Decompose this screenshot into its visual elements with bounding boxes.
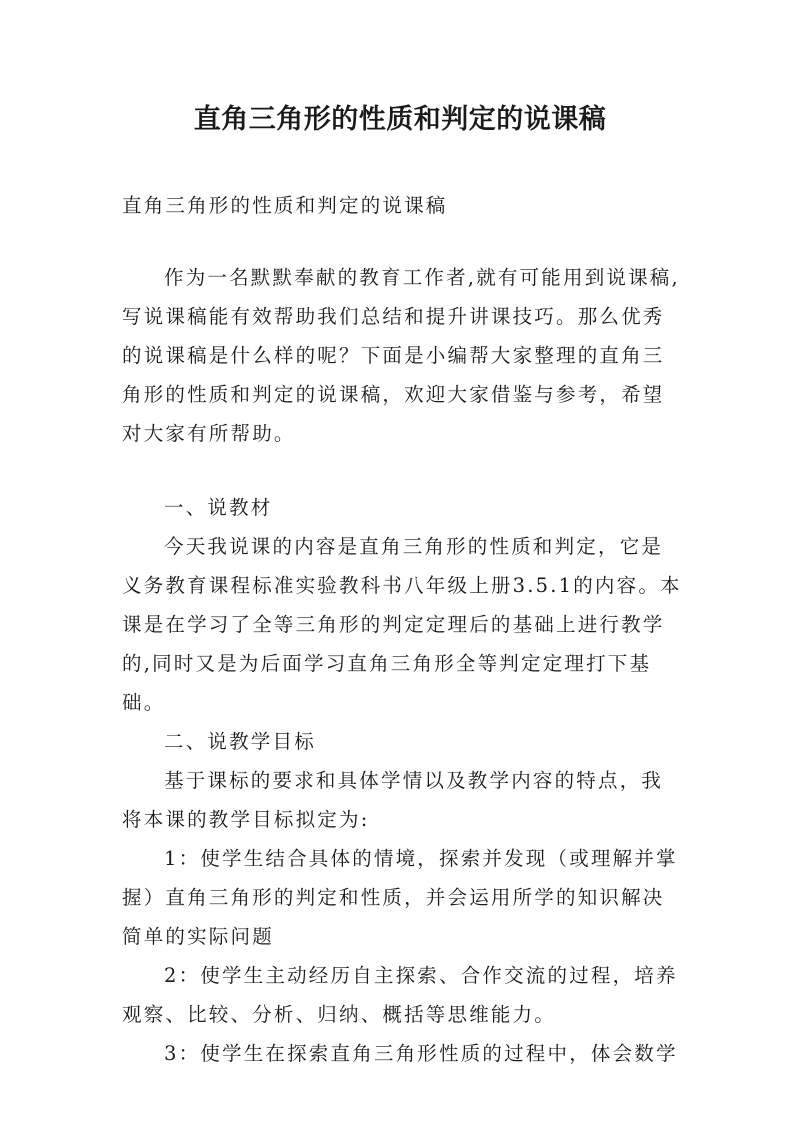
document-title: 直角三角形的性质和判定的说课稿 [193,104,607,135]
paragraph-objectives-intro: 基于课标的要求和具体学情以及教学内容的特点，我将本课的教学目标拟定为: [122,769,664,831]
section-heading-textbook: 一、说教材 [164,496,273,519]
objective-item-3: 3：使学生在探索直角三角形性质的过程中，体会数学 [164,1042,678,1065]
objective-item-1: 1：使学生结合具体的情境，探索并发现（或理解并掌握）直角三角形的判定和性质，并会运用所学的知识解决简单的实际问题 [122,847,678,948]
main-content [122,488,682,1073]
section-heading-objectives: 二、说教学目标 [164,730,316,753]
intro-paragraph: 作为一名默默奉献的教育工作者,就有可能用到说课稿,写说课稿能有效帮助我们总结和提升讲课技巧。那么优秀的说课稿是什么样的呢？下面是小编帮大家整理的直角三角形的性质和判定的说课稿，欢迎大家借鉴与参考，希望对大家有所帮助。 [122,266,680,445]
objective-item-2: 2：使学生主动经历自主探索、合作交流的过程，培养观察、比较、分析、归纳、概括等思维能力。 [122,964,678,1026]
document-subtitle: 直角三角形的性质和判定的说课稿 [122,194,448,217]
paragraph-textbook: 今天我说课的内容是直角三角形的性质和判定，它是义务教育课程标准实验教科书八年级上册3.5.1的内容。本课是在学习了全等三角形的判定定理后的基础上进行教学的,同时又是为后面学习直角三角形全等判定定理打下基础。 [122,535,682,714]
